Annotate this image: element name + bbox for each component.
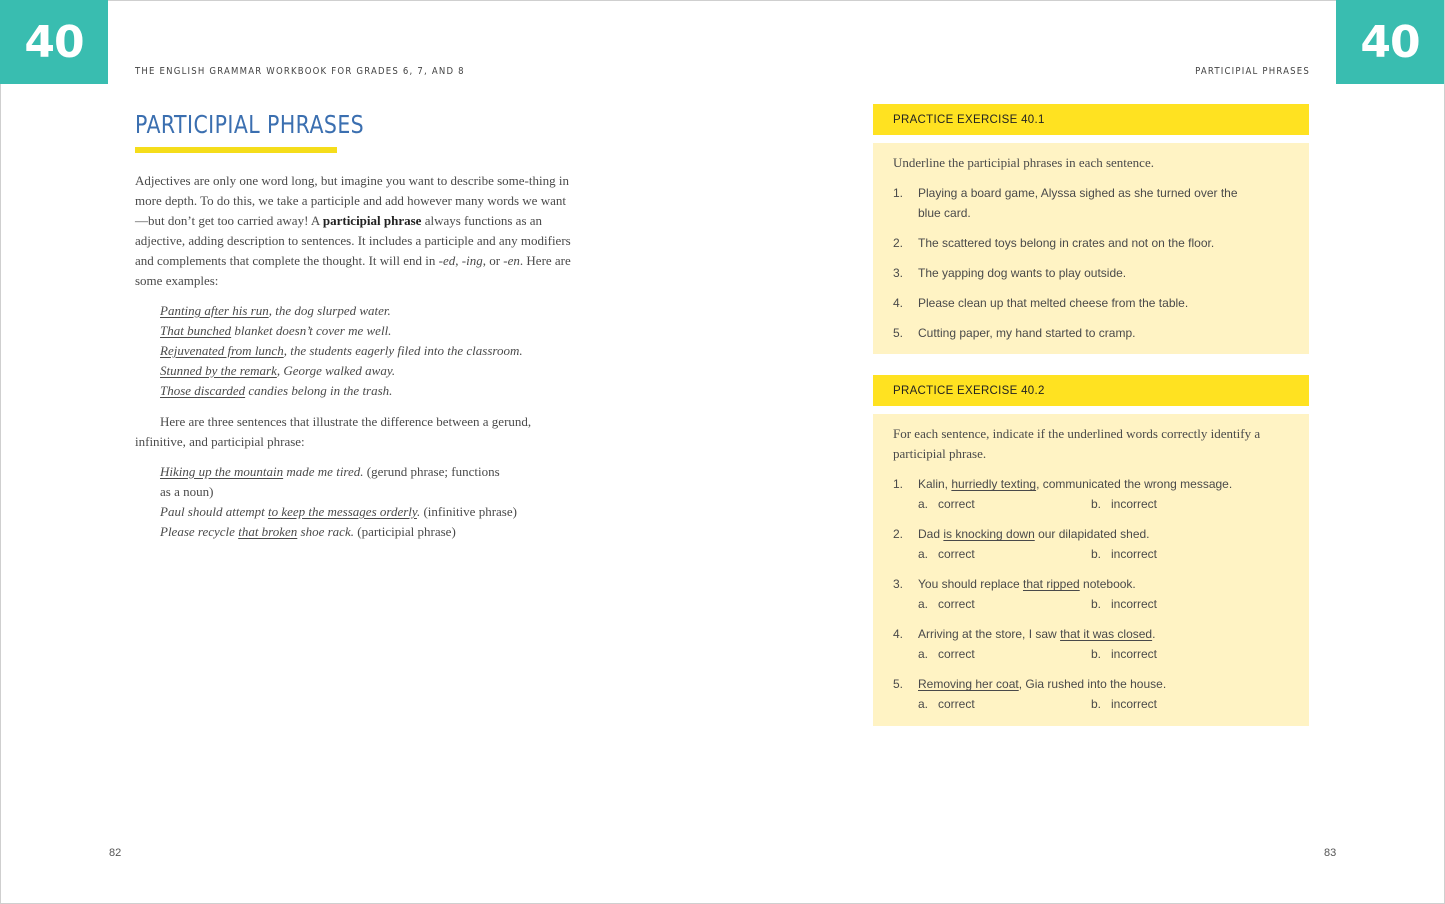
title-underline-bar bbox=[135, 147, 337, 153]
exercise-1-heading: PRACTICE EXERCISE 40.1 bbox=[873, 104, 1309, 135]
exercise-1-box bbox=[873, 143, 1309, 354]
running-head-left: THE ENGLISH GRAMMAR WORKBOOK FOR GRADES 6, 7, AND 8 bbox=[135, 66, 465, 77]
choice-correct[interactable]: a. correct bbox=[918, 647, 975, 661]
comparison-examples bbox=[160, 462, 580, 542]
comparison-sentence: Please recycle that broken shoe rack. (participial phrase) bbox=[160, 524, 456, 539]
example-sentence: Rejuvenated from lunch, the students eagerly filed into the classroom. bbox=[160, 343, 523, 358]
page-title: PARTICIPIAL PHRASES bbox=[135, 110, 365, 139]
chapter-number: 40 bbox=[1360, 16, 1420, 68]
exercise-2-item: 3. You should replace that ripped notebook. a. correct b. incorrect bbox=[893, 574, 1289, 614]
example-sentence: Those discarded candies belong in the trash. bbox=[160, 383, 393, 398]
exercise-2-item: 1. Kalin, hurriedly texting, communicated the wrong message. a. correct b. incorrect bbox=[893, 474, 1289, 514]
choice-correct[interactable]: a. correct bbox=[918, 697, 975, 711]
comparison-sentence: Hiking up the mountain made me tired. (gerund phrase; functions as a noun) bbox=[160, 464, 500, 499]
choice-incorrect[interactable]: b. incorrect bbox=[1091, 497, 1158, 511]
page-number-left: 82 bbox=[109, 847, 122, 859]
exercise-1-item: 1. Playing a board game, Alyssa sighed as she turned over the blue card. bbox=[893, 186, 1238, 220]
exercise-2-instruction: For each sentence, indicate if the underlined words correctly identify a participial phrase. bbox=[893, 426, 1261, 461]
page-number-right: 83 bbox=[1324, 847, 1337, 859]
example-list bbox=[160, 301, 523, 401]
exercise-2-item: 5. Removing her coat, Gia rushed into the house. a. correct b. incorrect bbox=[893, 674, 1289, 714]
choice-incorrect[interactable]: b. incorrect bbox=[1091, 597, 1158, 611]
choice-correct[interactable]: a. correct bbox=[918, 597, 975, 611]
intro-paragraph: Adjectives are only one word long, but imagine you want to describe some-thing in more depth. To do this, we take a participle and add however many words we want—but don’t get too carried away! A participial phrase always functions as an adjective, adding description to sentences. It includes a participle and any modifiers and complements that complete the thought. It will end in -ed, -ing, or -en. Here are some examples: bbox=[135, 173, 571, 288]
exercise-1-item: 5. Cutting paper, my hand started to cramp. bbox=[893, 326, 1136, 340]
exercise-1-item: 4. Please clean up that melted cheese from the table. bbox=[893, 296, 1189, 310]
choice-correct[interactable]: a. correct bbox=[918, 547, 975, 561]
choice-correct[interactable]: a. correct bbox=[918, 497, 975, 511]
chapter-tab-left bbox=[0, 0, 108, 84]
example-sentence: Panting after his run, the dog slurped water. bbox=[160, 303, 391, 318]
choice-incorrect[interactable]: b. incorrect bbox=[1091, 647, 1158, 661]
example-sentence: That bunched blanket doesn’t cover me well. bbox=[160, 323, 392, 338]
running-head-right: PARTICIPIAL PHRASES bbox=[1195, 66, 1310, 77]
exercise-2-heading: PRACTICE EXERCISE 40.2 bbox=[873, 375, 1309, 406]
choice-incorrect[interactable]: b. incorrect bbox=[1091, 697, 1158, 711]
chapter-number: 40 bbox=[24, 16, 84, 68]
choice-incorrect[interactable]: b. incorrect bbox=[1091, 547, 1158, 561]
chapter-tab-right bbox=[1336, 0, 1444, 84]
comparison-paragraph: Here are three sentences that illustrate the difference between a gerund, infinitive, and participial phrase: bbox=[135, 414, 532, 449]
exercise-1-item: 2. The scattered toys belong in crates and not on the floor. bbox=[893, 236, 1215, 250]
exercise-2-item: 2. Dad is knocking down our dilapidated shed. a. correct b. incorrect bbox=[893, 524, 1289, 564]
exercise-1-item: 3. The yapping dog wants to play outside. bbox=[893, 266, 1127, 280]
exercise-2-item: 4. Arriving at the store, I saw that it was closed. a. correct b. incorrect bbox=[893, 624, 1289, 664]
exercise-2-box bbox=[873, 414, 1309, 726]
exercise-1-instruction: Underline the participial phrases in each sentence. bbox=[893, 155, 1154, 170]
comparison-sentence: Paul should attempt to keep the messages orderly. (infinitive phrase) bbox=[160, 504, 517, 519]
example-sentence: Stunned by the remark, George walked away. bbox=[160, 363, 396, 378]
